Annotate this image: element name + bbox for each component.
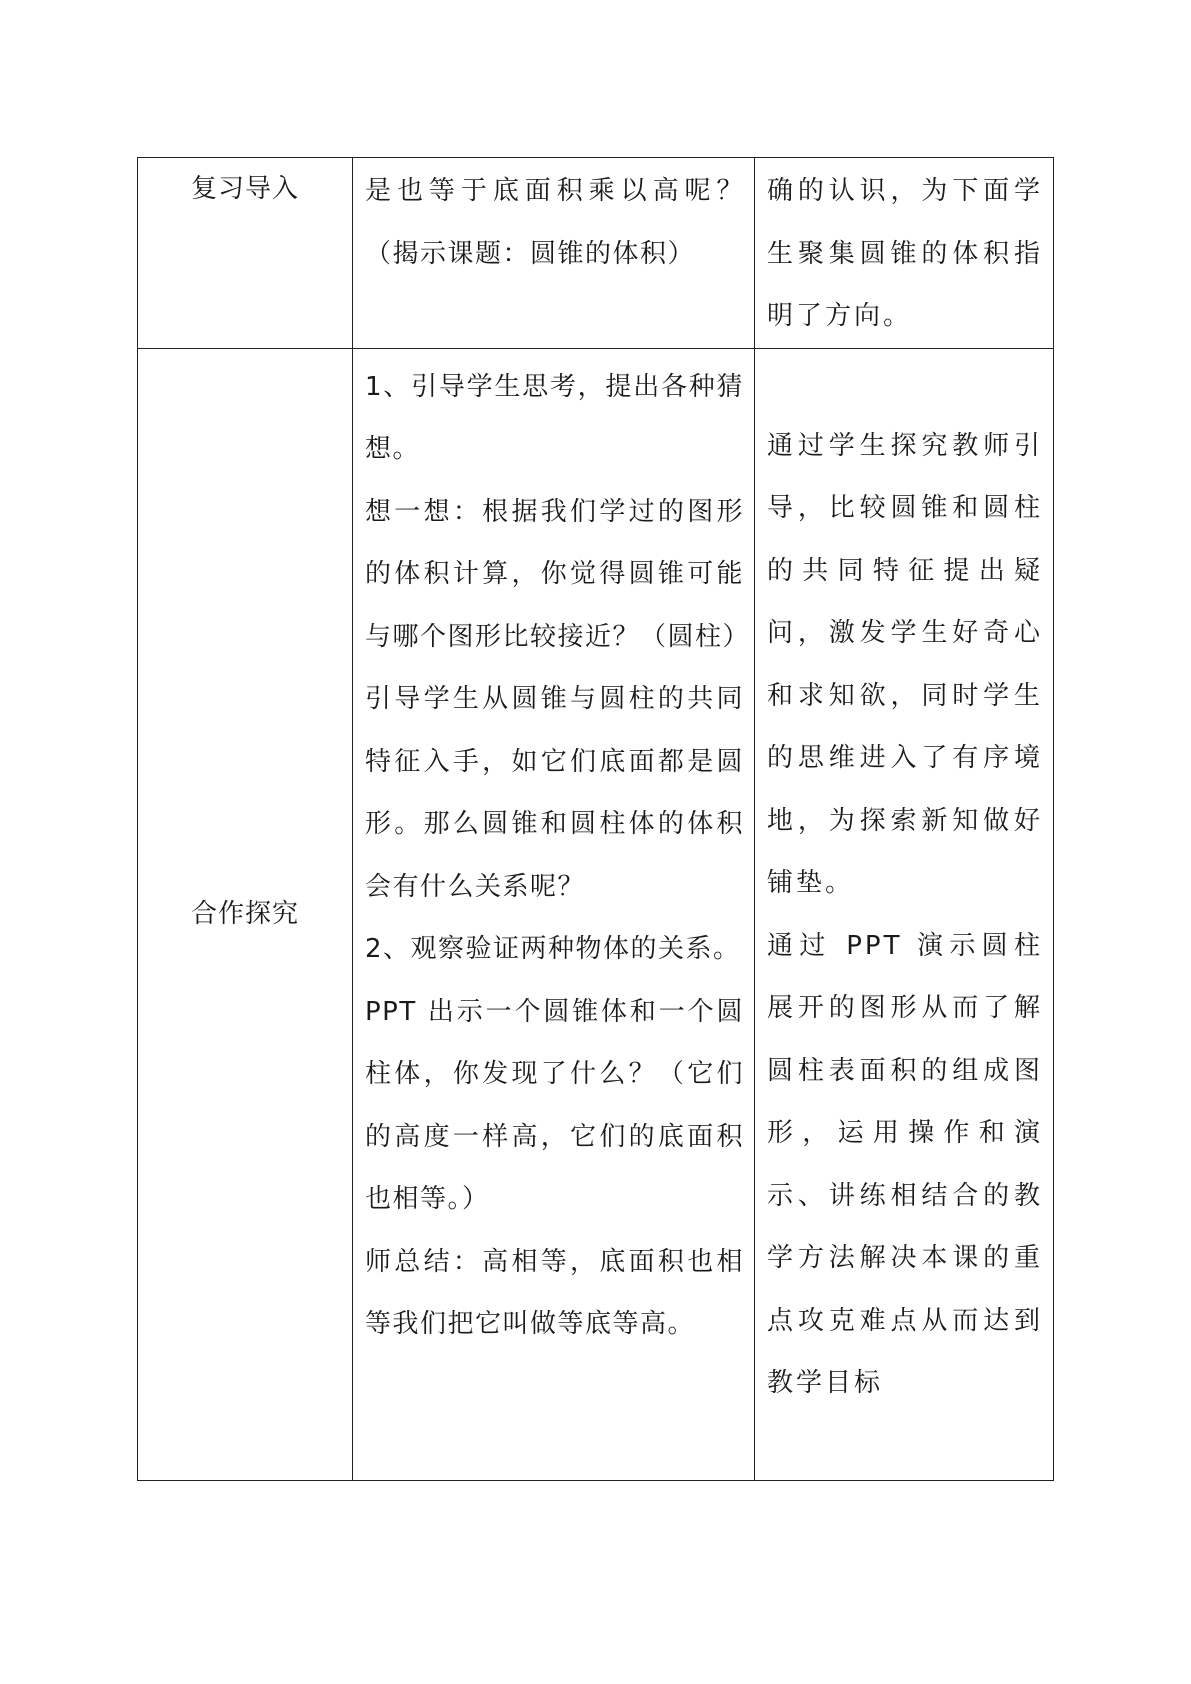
stage-cell bbox=[138, 348, 353, 1480]
table-row bbox=[138, 158, 1054, 349]
activity-paragraph: 1、引导学生思考，提出各种猜想。 bbox=[365, 371, 744, 464]
intent-paragraph: 确的认识，为下面学生聚集圆锥的体积指明了方向。 bbox=[767, 176, 1043, 331]
stage-cell bbox=[138, 158, 353, 349]
lesson-plan-table bbox=[137, 157, 1054, 1481]
stage-label: 复习导入 bbox=[190, 174, 299, 204]
activity-paragraph: 引导学生从圆锥与圆柱的共同特征入手，如它们底面都是圆形。那么圆锥和圆柱体的体积会有什么关系呢？ bbox=[365, 684, 744, 902]
intent-cell bbox=[755, 158, 1054, 349]
activity-paragraph: 是也等于底面积乘以高呢？（揭示课题：圆锥的体积） bbox=[365, 176, 744, 269]
activity-paragraph: 师总结：高相等，底面积也相等我们把它叫做等底等高。 bbox=[365, 1246, 744, 1339]
activity-paragraph: 想一想：根据我们学过的图形的体积计算，你觉得圆锥可能与哪个图形比较接近？（圆柱） bbox=[365, 496, 751, 652]
intent-cell bbox=[755, 348, 1054, 1480]
stage-label: 合作探究 bbox=[190, 899, 299, 929]
activity-paragraph: PPT 出示一个圆锥体和一个圆柱体，你发现了什么？（它们的高度一样高，它们的底面积也相等。） bbox=[365, 996, 744, 1214]
intent-paragraph: 通过 PPT 演示圆柱展开的图形从而了解圆柱表面积的组成图形，运用操作和演示、讲练相结合的教学方法解决本课的重点攻克难点从而达到教学目标 bbox=[767, 930, 1043, 1398]
activity-cell bbox=[353, 158, 755, 349]
activity-cell bbox=[353, 348, 755, 1480]
intent-paragraph: 通过学生探究教师引导，比较圆锥和圆柱的共同特征提出疑问，激发学生好奇心和求知欲，同时学生的思维进入了有序境地，为探索新知做好铺垫。 bbox=[767, 430, 1043, 898]
activity-paragraph: 2、观察验证两种物体的关系。 bbox=[365, 934, 741, 964]
table-row bbox=[138, 348, 1054, 1480]
